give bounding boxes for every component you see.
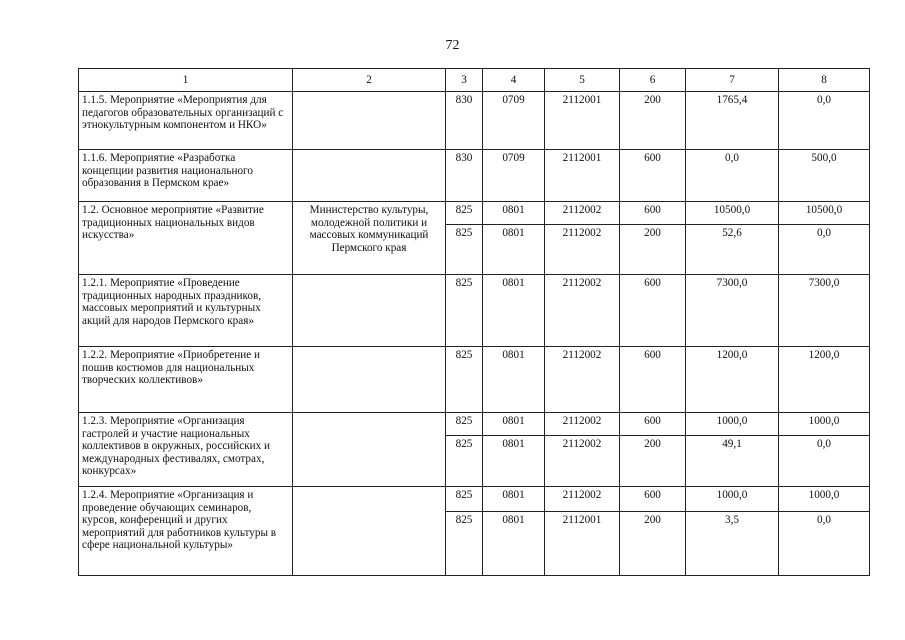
- executor-cell: [293, 413, 446, 487]
- code-cell-4: 0801: [483, 275, 545, 347]
- code-cell-5: 2112002: [545, 202, 620, 225]
- amount-cell-7: 0,0: [686, 150, 779, 202]
- column-header-3: 3: [446, 69, 483, 92]
- table-row: [79, 275, 870, 347]
- code-cell-6: 600: [620, 150, 686, 202]
- column-header-1: 1: [79, 69, 293, 92]
- code-cell-6: 200: [620, 225, 686, 275]
- table-row: [79, 347, 870, 413]
- code-cell-4: 0801: [483, 413, 545, 436]
- code-cell-3: 825: [446, 413, 483, 436]
- activity-name-cell: 1.2.4. Мероприятие «Организация и проведение обучающих семинаров, курсов, конференций и других мероприятий для работников культуры в сфере национальной культуры»: [79, 487, 293, 576]
- code-cell-4: 0801: [483, 512, 545, 576]
- activity-name-cell: 1.1.6. Мероприятие «Разработка концепции развития национального образования в Пермском крае»: [79, 150, 293, 202]
- executor-cell: [293, 487, 446, 576]
- code-cell-3: 825: [446, 275, 483, 347]
- code-cell-6: 600: [620, 487, 686, 512]
- amount-cell-7: 49,1: [686, 436, 779, 487]
- code-cell-4: 0801: [483, 347, 545, 413]
- amount-cell-7: 10500,0: [686, 202, 779, 225]
- table-row: [79, 202, 870, 225]
- code-cell-5: 2112002: [545, 413, 620, 436]
- amount-cell-7: 52,6: [686, 225, 779, 275]
- amount-cell-8: 500,0: [779, 150, 870, 202]
- activity-name-cell: 1.2. Основное мероприятие «Развитие традиционных национальных видов искусства»: [79, 202, 293, 275]
- code-cell-6: 200: [620, 436, 686, 487]
- code-cell-6: 600: [620, 413, 686, 436]
- code-cell-6: 200: [620, 92, 686, 150]
- executor-cell: [293, 275, 446, 347]
- column-header-7: 7: [686, 69, 779, 92]
- code-cell-3: 825: [446, 487, 483, 512]
- code-cell-3: 825: [446, 202, 483, 225]
- code-cell-6: 600: [620, 347, 686, 413]
- budget-table: [78, 68, 870, 576]
- code-cell-5: 2112002: [545, 225, 620, 275]
- table-row: [79, 413, 870, 436]
- amount-cell-7: 1200,0: [686, 347, 779, 413]
- code-cell-4: 0801: [483, 202, 545, 225]
- activity-name-cell: 1.2.1. Мероприятие «Проведение традиционных народных праздников, массовых мероприятий и культурных акций для народов Пермского края»: [79, 275, 293, 347]
- amount-cell-8: 10500,0: [779, 202, 870, 225]
- amount-cell-8: 1200,0: [779, 347, 870, 413]
- amount-cell-8: 1000,0: [779, 413, 870, 436]
- executor-cell: Министерство культуры, молодежной политики и массовых коммуникаций Пермского края: [293, 202, 446, 275]
- code-cell-5: 2112002: [545, 436, 620, 487]
- code-cell-3: 825: [446, 225, 483, 275]
- amount-cell-8: 0,0: [779, 225, 870, 275]
- code-cell-4: 0709: [483, 92, 545, 150]
- code-cell-5: 2112002: [545, 487, 620, 512]
- amount-cell-8: 7300,0: [779, 275, 870, 347]
- column-header-4: 4: [483, 69, 545, 92]
- page-number: 72: [445, 38, 460, 53]
- executor-cell: [293, 150, 446, 202]
- table-row: [79, 150, 870, 202]
- code-cell-4: 0801: [483, 487, 545, 512]
- executor-cell: [293, 92, 446, 150]
- code-cell-4: 0709: [483, 150, 545, 202]
- code-cell-4: 0801: [483, 225, 545, 275]
- code-cell-3: 825: [446, 436, 483, 487]
- column-header-5: 5: [545, 69, 620, 92]
- column-header-8: 8: [779, 69, 870, 92]
- code-cell-3: 825: [446, 347, 483, 413]
- activity-name-cell: 1.2.2. Мероприятие «Приобретение и пошив костюмов для национальных творческих коллективов»: [79, 347, 293, 413]
- amount-cell-8: 0,0: [779, 436, 870, 487]
- header-row: [79, 69, 870, 92]
- code-cell-3: 830: [446, 150, 483, 202]
- code-cell-3: 830: [446, 92, 483, 150]
- amount-cell-7: 3,5: [686, 512, 779, 576]
- table-row: [79, 487, 870, 512]
- table-row: [79, 92, 870, 150]
- amount-cell-7: 1000,0: [686, 487, 779, 512]
- code-cell-6: 200: [620, 512, 686, 576]
- amount-cell-7: 1765,4: [686, 92, 779, 150]
- amount-cell-8: 0,0: [779, 92, 870, 150]
- code-cell-6: 600: [620, 275, 686, 347]
- activity-name-cell: 1.2.3. Мероприятие «Организация гастролей и участие национальных коллективов в окружных, российских и международных фестивалях, смотрах, конкурсах»: [79, 413, 293, 487]
- amount-cell-8: 1000,0: [779, 487, 870, 512]
- code-cell-6: 600: [620, 202, 686, 225]
- code-cell-5: 2112002: [545, 275, 620, 347]
- column-header-2: 2: [293, 69, 446, 92]
- code-cell-5: 2112001: [545, 512, 620, 576]
- amount-cell-8: 0,0: [779, 512, 870, 576]
- executor-cell: [293, 347, 446, 413]
- code-cell-4: 0801: [483, 436, 545, 487]
- code-cell-5: 2112002: [545, 347, 620, 413]
- amount-cell-7: 7300,0: [686, 275, 779, 347]
- code-cell-5: 2112001: [545, 92, 620, 150]
- activity-name-cell: 1.1.5. Мероприятие «Мероприятия для педагогов образовательных организаций с этнокультурным компонентом и НКО»: [79, 92, 293, 150]
- code-cell-3: 825: [446, 512, 483, 576]
- code-cell-5: 2112001: [545, 150, 620, 202]
- column-header-6: 6: [620, 69, 686, 92]
- amount-cell-7: 1000,0: [686, 413, 779, 436]
